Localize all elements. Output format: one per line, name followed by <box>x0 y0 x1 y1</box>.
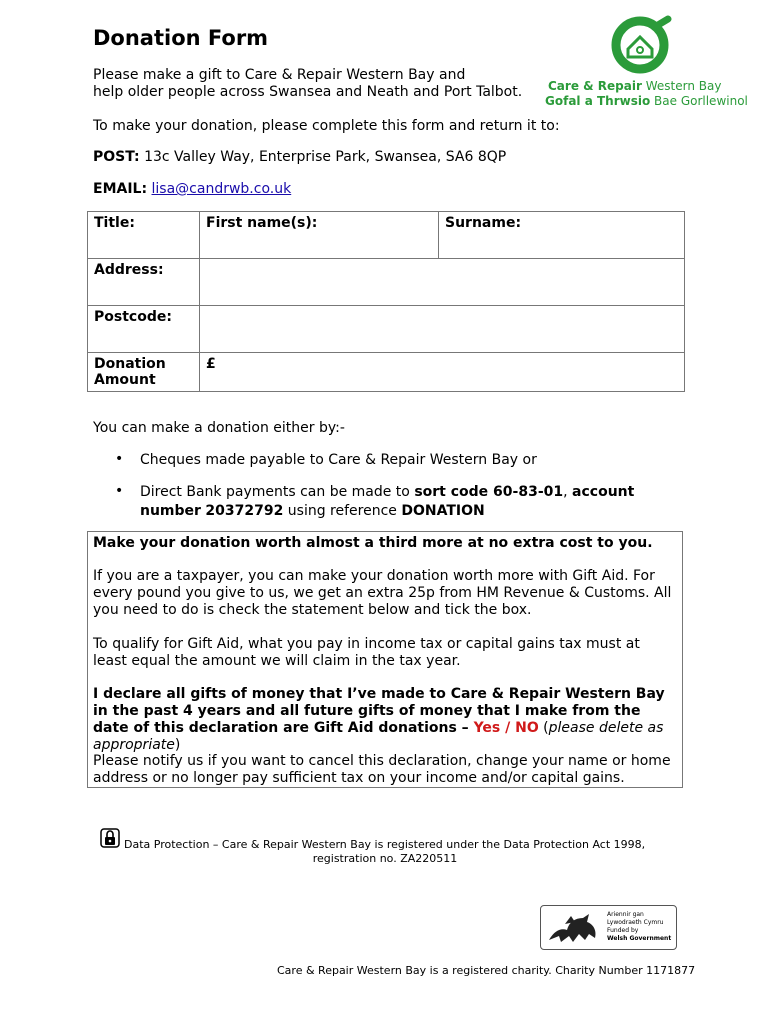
logo-welsh-bold: Gofal a Thrwsio <box>545 94 651 108</box>
padlock-icon <box>100 828 120 848</box>
wg-line-1: Ariennir gan <box>607 911 644 918</box>
donation-label-line-2: Amount <box>94 372 156 388</box>
charity-number: Care & Repair Western Bay is a registered charity. Charity Number 1171877 <box>277 964 696 977</box>
gift-aid-heading: Make your donation worth almost a third more at no extra cost to you. <box>93 535 653 551</box>
wg-line-3: Funded by <box>607 927 639 934</box>
bank-separator: , <box>563 484 573 500</box>
postcode-field[interactable] <box>200 306 685 353</box>
bank-reference: DONATION <box>401 503 485 519</box>
wg-line-4: Welsh Government <box>607 935 672 942</box>
return-instructions: To make your donation, please complete this form and return it to: <box>93 118 560 134</box>
donor-details-table <box>87 211 685 392</box>
welsh-dragon-icon <box>545 910 601 946</box>
delete-note-open: ( <box>538 720 549 736</box>
bank-account-number: 20372792 <box>205 503 284 519</box>
bank-sort-code: sort code 60-83-01 <box>414 484 564 500</box>
currency-symbol: £ <box>206 356 216 372</box>
intro-text <box>93 67 553 101</box>
bullet-bank-marker: • <box>115 483 124 499</box>
bank-method <box>140 483 685 521</box>
gift-aid-paragraph-2: To qualify for Gift Aid, what you pay in income tax or capital gains tax must at least equal the amount we will claim in the tax year. <box>93 636 640 669</box>
logo-english-bold: Care & Repair <box>548 79 642 93</box>
logo-text-english <box>548 79 721 93</box>
first-name-label: First name(s): <box>206 215 318 231</box>
post-address <box>93 149 506 165</box>
address-label: Address: <box>88 259 200 306</box>
wg-line-2: Lywodraeth Cymru <box>607 919 664 926</box>
email-label: EMAIL: <box>93 181 148 197</box>
yes-no-choice[interactable]: Yes / NO <box>473 720 539 736</box>
intro-line-1: Please make a gift to Care & Repair Western Bay and <box>93 67 466 83</box>
delete-note-close: ) <box>174 737 181 753</box>
donation-amount-field[interactable] <box>200 353 685 392</box>
surname-field[interactable] <box>439 212 685 259</box>
email-line <box>93 181 291 197</box>
delete-note: please delete as appropriate <box>93 720 664 753</box>
welsh-government-badge <box>540 905 677 950</box>
bullet-cheque-marker: • <box>115 451 124 467</box>
logo-welsh-rest: Bae Gorllewinol <box>650 94 748 108</box>
gift-aid-paragraph-4: Please notify us if you want to cancel this declaration, change your name or home address or no longer pay sufficient tax on your income and/or capital gains. <box>93 753 671 786</box>
bank-account-label: account number <box>140 484 635 519</box>
logo-english-rest: Western Bay <box>641 79 722 93</box>
surname-label: Surname: <box>445 215 522 231</box>
gift-aid-paragraph-1: If you are a taxpayer, you can make your donation worth more with Gift Aid. For every pound you give to us, we get an extra 25p from HM Revenue & Customs. All you need to do is check the statement below and tick the box. <box>93 568 672 618</box>
bank-ref-prefix: using reference <box>283 503 402 519</box>
email-link[interactable]: lisa@candrwb.co.uk <box>151 181 292 197</box>
donation-amount-label <box>88 353 200 392</box>
bank-prefix: Direct Bank payments can be made to <box>140 484 415 500</box>
intro-line-2: help older people across Swansea and Neath and Port Talbot. <box>93 84 523 100</box>
donation-label-line-1: Donation <box>94 356 166 372</box>
data-protection-line-2: registration no. ZA220511 <box>312 852 458 865</box>
cheque-method: Cheques made payable to Care & Repair Western Bay or <box>140 452 537 468</box>
page-title: Donation Form <box>93 26 269 50</box>
title-label: Title: <box>88 212 200 259</box>
post-address-value: 13c Valley Way, Enterprise Park, Swansea, SA6 8QP <box>139 149 507 165</box>
logo-text-welsh <box>545 94 748 108</box>
welsh-government-text <box>607 911 671 943</box>
address-field[interactable] <box>200 259 685 306</box>
methods-intro: You can make a donation either by:- <box>93 420 345 436</box>
postcode-label: Postcode: <box>88 306 200 353</box>
declaration-text: I declare all gifts of money that I’ve made to Care & Repair Western Bay in the past 4 years and all future gifts of money that I make from the date of this declaration are Gift Aid donations – <box>93 686 665 736</box>
data-protection-line-1: Data Protection – Care & Repair Western Bay is registered under the Data Protection Act 1998, <box>124 838 646 851</box>
gift-aid-declaration <box>93 686 673 754</box>
first-name-field[interactable] <box>200 212 439 259</box>
post-label: POST: <box>93 149 140 165</box>
